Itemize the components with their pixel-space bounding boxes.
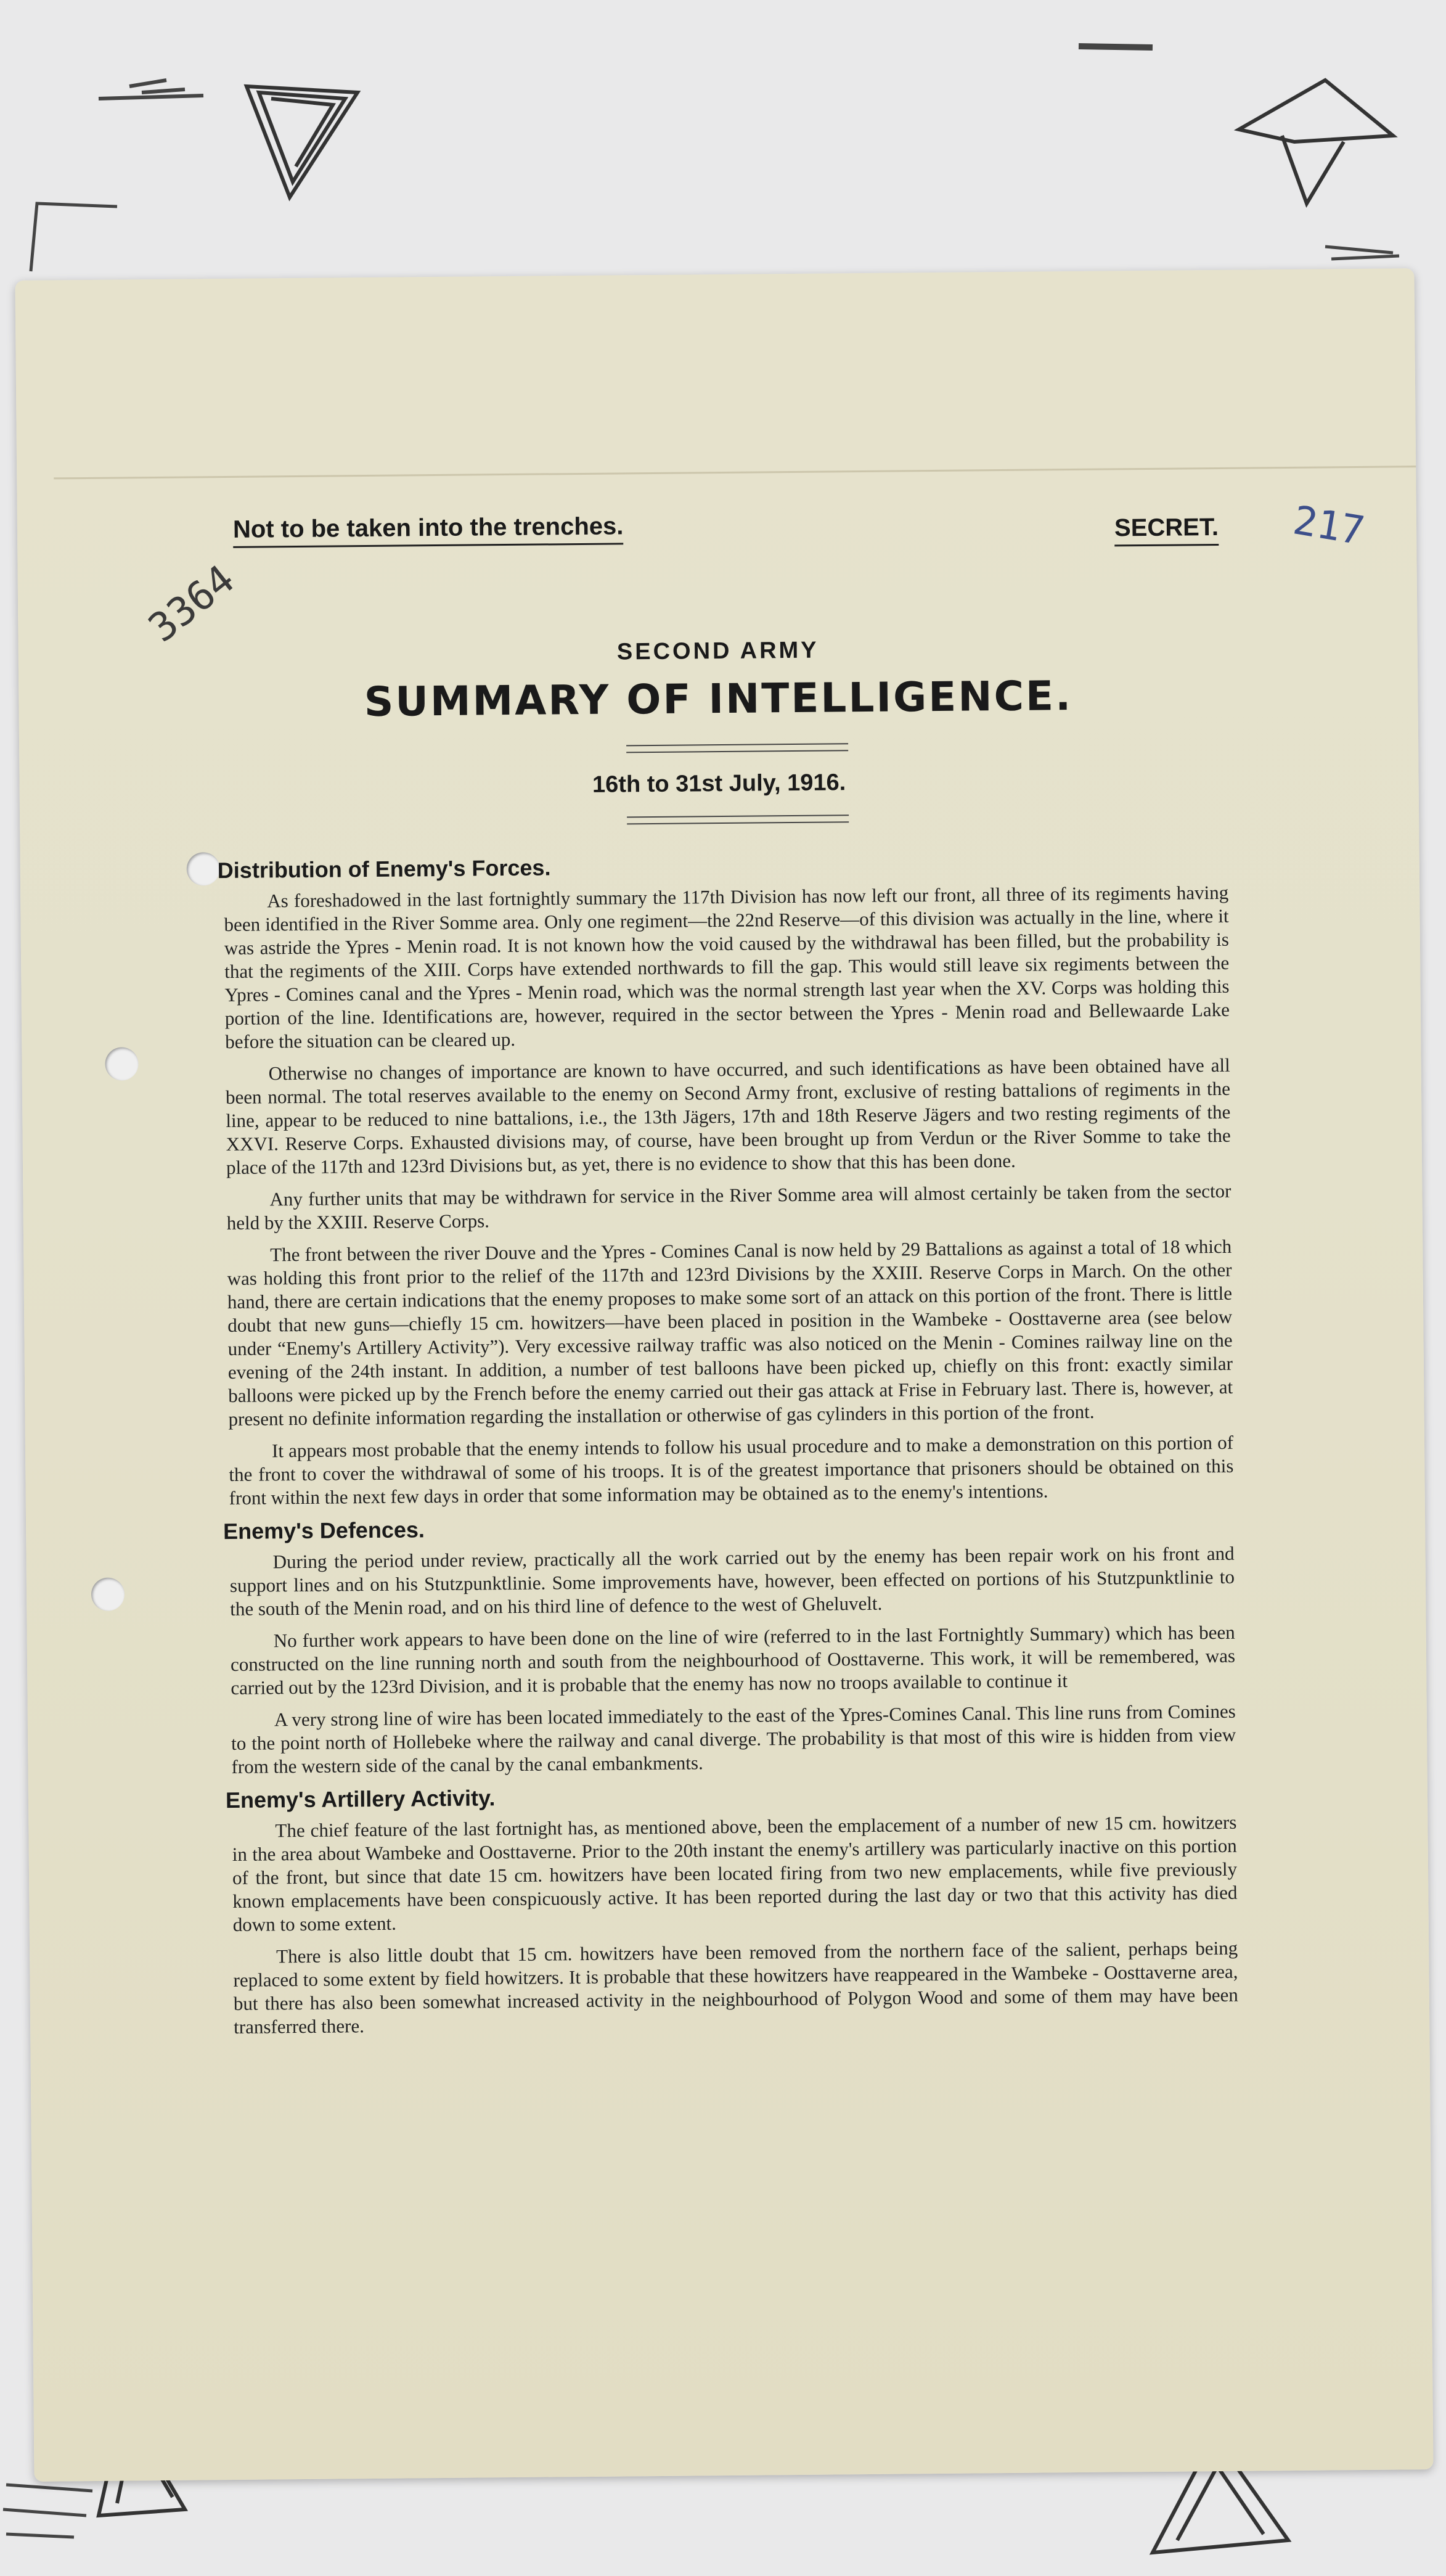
paragraph: Otherwise no changes of importance are known to have occurred, and such identifications as have been obtained have all been normal. The total reserves available to the enemy on Second Army front, exclusive of resting battalions of regiments in the line, appear to be reduced to nine battalions, i.e., the 13th Jägers, 17th and 18th Reserve Jägers and two resting regiments of the XXVI. Reserve Corps. Exhausted divisions may, of course, have been brought up from Verdun or the River Somme to take the place of the 117th and 123rd Divisions but, as yet, there is no evidence to show that this has been done. xyxy=(225,1054,1231,1179)
paragraph: As foreshadowed in the last fortnightly summary the 117th Division has now left our front, all three of its regiments having been identified in the River Somme area. Only one regiment—the 22nd Reserve—of this division was actually in the line, where it was astride the Ypres - Menin road. It is not known how the void caused by the withdrawal has been filled, but the probability is that the regiments of the XIII. Corps have extended northwards to fill the gap. This would still leave six regiments between the Ypres - Comines canal and the Ypres - Menin road, which was the normal strength last year when the XV. Corps was holding this portion of the line. Identifications are, however, required in the sector between the Ypres - Menin road and Bellewaarde Lake before the situation can be cleared up. xyxy=(224,881,1230,1053)
army-heading: SECOND ARMY xyxy=(616,637,819,665)
paragraph: It appears most probable that the enemy intends to follow his usual procedure and to make a demonstration on this portion of the front to cover the withdrawal of some of his troops. It is of the greatest importance that prisoners should be obtained on this front within the next few days in order that some information may be obtained as to the enemy's intentions. xyxy=(229,1431,1234,1509)
section-heading: Enemy's Defences. xyxy=(223,1517,425,1544)
paragraph: Any further units that may be withdrawn for service in the River Somme area will almost certainly be taken from the sector held by the XXIII. Reserve Corps. xyxy=(226,1179,1232,1234)
date-range: 16th to 31st July, 1916. xyxy=(592,769,846,798)
date-rule xyxy=(627,814,849,824)
paragraph: No further work appears to have been done on the line of wire (referred to in the last Fortnightly Summary) which has been constructed on the line running north and south from the neighbourhood of Oosttaverne. This work, it will be remembered, was carried out by the 123rd Division, and it is probable that the enemy has now no troops available to continue it xyxy=(230,1621,1236,1699)
pencil-triangle-doodle xyxy=(1227,68,1411,216)
file-number-stamp: 3364 xyxy=(140,556,243,652)
section-heading: Distribution of Enemy's Forces. xyxy=(217,855,551,884)
section-heading: Enemy's Artillery Activity. xyxy=(225,1785,496,1813)
summary-body xyxy=(217,840,1239,2048)
classification-label: SECRET. xyxy=(1114,514,1219,546)
punch-hole xyxy=(105,1047,138,1080)
paragraph: The front between the river Douve and the Ypres - Comines Canal is now held by 29 Battalions as against a total of 18 which was holding this front prior to the relief of the 117th and 123rd Divisions by the XXIII. Reserve Corps in March. On the other hand, there are certain indications that the enemy proposes to make some sort of an attack on this portion of the front. There is little doubt that new guns—chiefly 15 cm. howitzers—have been placed in position in the Wambeke - Oosttaverne area (see below under “Enemy's Artillery Activity”). Very excessive railway traffic was also noticed on the Menin - Comines railway line on the evening of the 24th instant. In addition, a number of test balloons have been picked up, chiefly on this front: exactly similar balloons were picked up by the French before the enemy carried out their gas attack at Frise in February last. There is, however, at present no definite information regarding the installation or otherwise of gas cylinders in this portion of the front. xyxy=(227,1235,1233,1430)
title-rule xyxy=(626,743,848,753)
handling-notice: Not to be taken into the trenches. xyxy=(233,512,624,548)
pencil-corner-doodle xyxy=(18,191,123,284)
punch-hole xyxy=(187,852,220,885)
paragraph: During the period under review, practically all the work carried out by the enemy has been repair work on his front and support lines and on his Stutzpunktlinie. Some improvements have, however, been effected on portions of his Stutzpunktlinie to the south of the Menin road, and on his third line of defence to the west of Gheluvelt. xyxy=(229,1542,1235,1620)
stamped-number: 217 xyxy=(1289,498,1368,555)
pencil-scribble-doodle xyxy=(0,2472,111,2546)
pencil-triangle-doodle xyxy=(234,74,382,210)
document-page xyxy=(15,268,1433,2482)
paragraph: There is also little doubt that 15 cm. howitzers have been removed from the northern face of the salient, perhaps being replaced to some extent by field howitzers. It is probable that these howitzers have reappeared in the Wambeke - Oosttaverne area, but there has also been somewhat increased activity in the neighbourhood of Polygon Wood and some of them may have been transferred there. xyxy=(233,1937,1238,2038)
pencil-scribble-doodle xyxy=(92,62,216,111)
paragraph: The chief feature of the last fortnight has, as mentioned above, been the emplacement of a number of new 15 cm. howitzers in the area about Wambeke and Oosttaverne. Prior to the 20th instant the enemy's artillery was particularly inactive on this portion of the front, but since that date 15 cm. howitzers have been located firing from two new emplacements, while five previously known emplacements have been conspicuously active. It has been reported during the last day or two that this activity has died down to some extent. xyxy=(232,1811,1238,1935)
section-enemy-forces xyxy=(217,849,1234,1510)
fold-crease xyxy=(54,466,1416,479)
section-artillery-activity xyxy=(225,1779,1238,2039)
document-title: SUMMARY OF INTELLIGENCE. xyxy=(364,672,1073,726)
punch-hole xyxy=(91,1578,125,1611)
pencil-scribble-doodle xyxy=(1072,34,1165,59)
section-enemy-defences xyxy=(223,1510,1236,1779)
paragraph: A very strong line of wire has been located immediately to the east of the Ypres-Comines Canal. This line runs from Comines to the point north of Hollebeke where the railway and canal diverge. The probability is that most of this wire is hidden from view from the western side of the canal by the canal embankments. xyxy=(231,1700,1236,1778)
